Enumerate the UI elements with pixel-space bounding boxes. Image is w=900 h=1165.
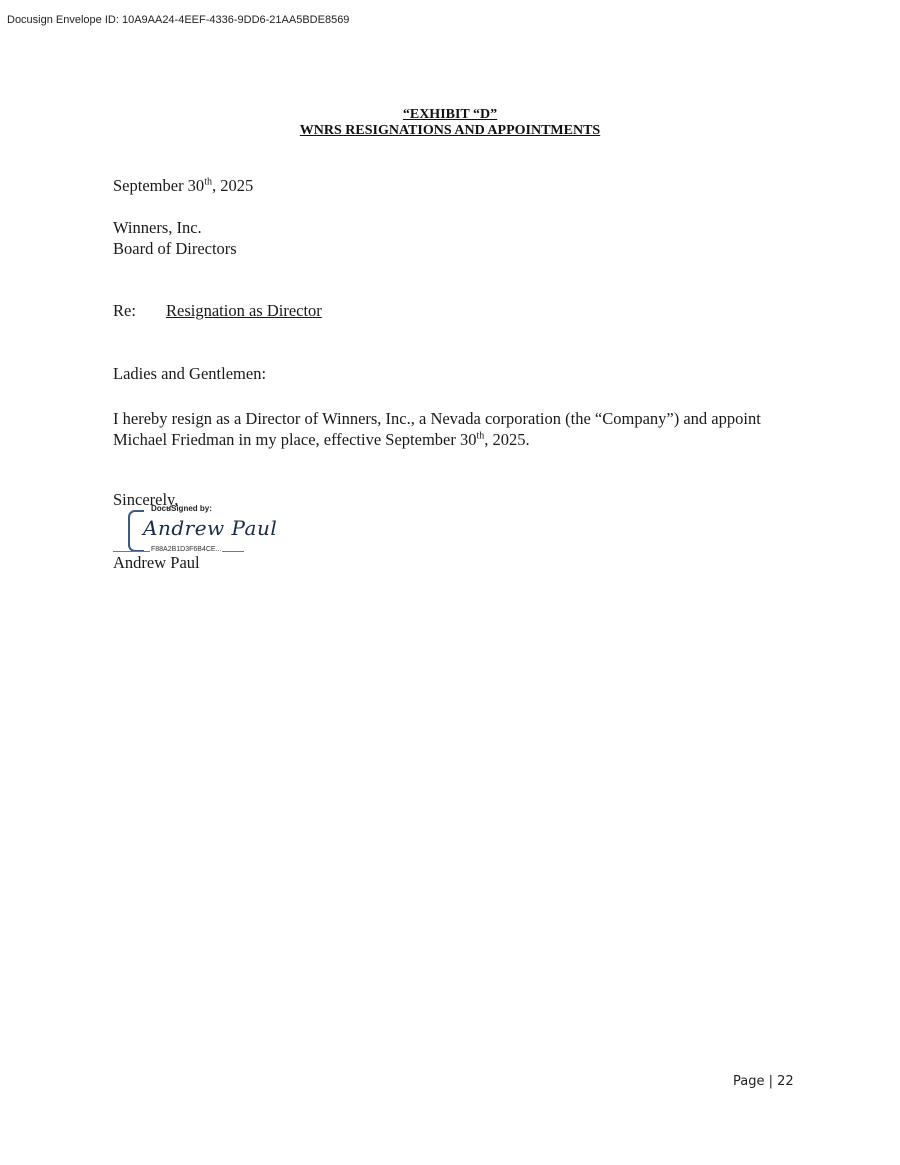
- envelope-id: Docusign Envelope ID: 10A9AA24-4EEF-4336-9DD6-21AA5BDE8569: [7, 14, 350, 26]
- exhibit-subtitle: WNRS RESIGNATIONS AND APPOINTMENTS: [299, 123, 601, 138]
- signature-frame: [128, 510, 144, 552]
- page-number: Page | 22: [733, 1074, 794, 1089]
- body-line-1: I hereby resign as a Director of Winners, Inc., a Nevada corporation (the “Company”) and appoint: [113, 409, 761, 428]
- body-line-2: Michael Friedman in my place, effective September 30th, 2025.: [113, 430, 530, 449]
- closing: Sincerely,: [113, 490, 179, 509]
- recipient-company: Winners, Inc.: [113, 218, 202, 237]
- handwritten-signature: Andrew Paul: [143, 516, 278, 540]
- exhibit-title: “EXHIBIT “D”: [402, 107, 498, 122]
- recipient-board: Board of Directors: [113, 239, 237, 258]
- re-label: Re:: [113, 301, 136, 320]
- signer-name: Andrew Paul: [113, 553, 200, 572]
- salutation: Ladies and Gentlemen:: [113, 364, 267, 383]
- re-subject: Resignation as Director: [166, 301, 322, 320]
- letter-date: September 30th, 2025: [113, 176, 254, 195]
- signature-header: DocuSigned by:: [151, 504, 212, 513]
- signature-id: F88A2B1D3F6B4CE...: [151, 546, 222, 553]
